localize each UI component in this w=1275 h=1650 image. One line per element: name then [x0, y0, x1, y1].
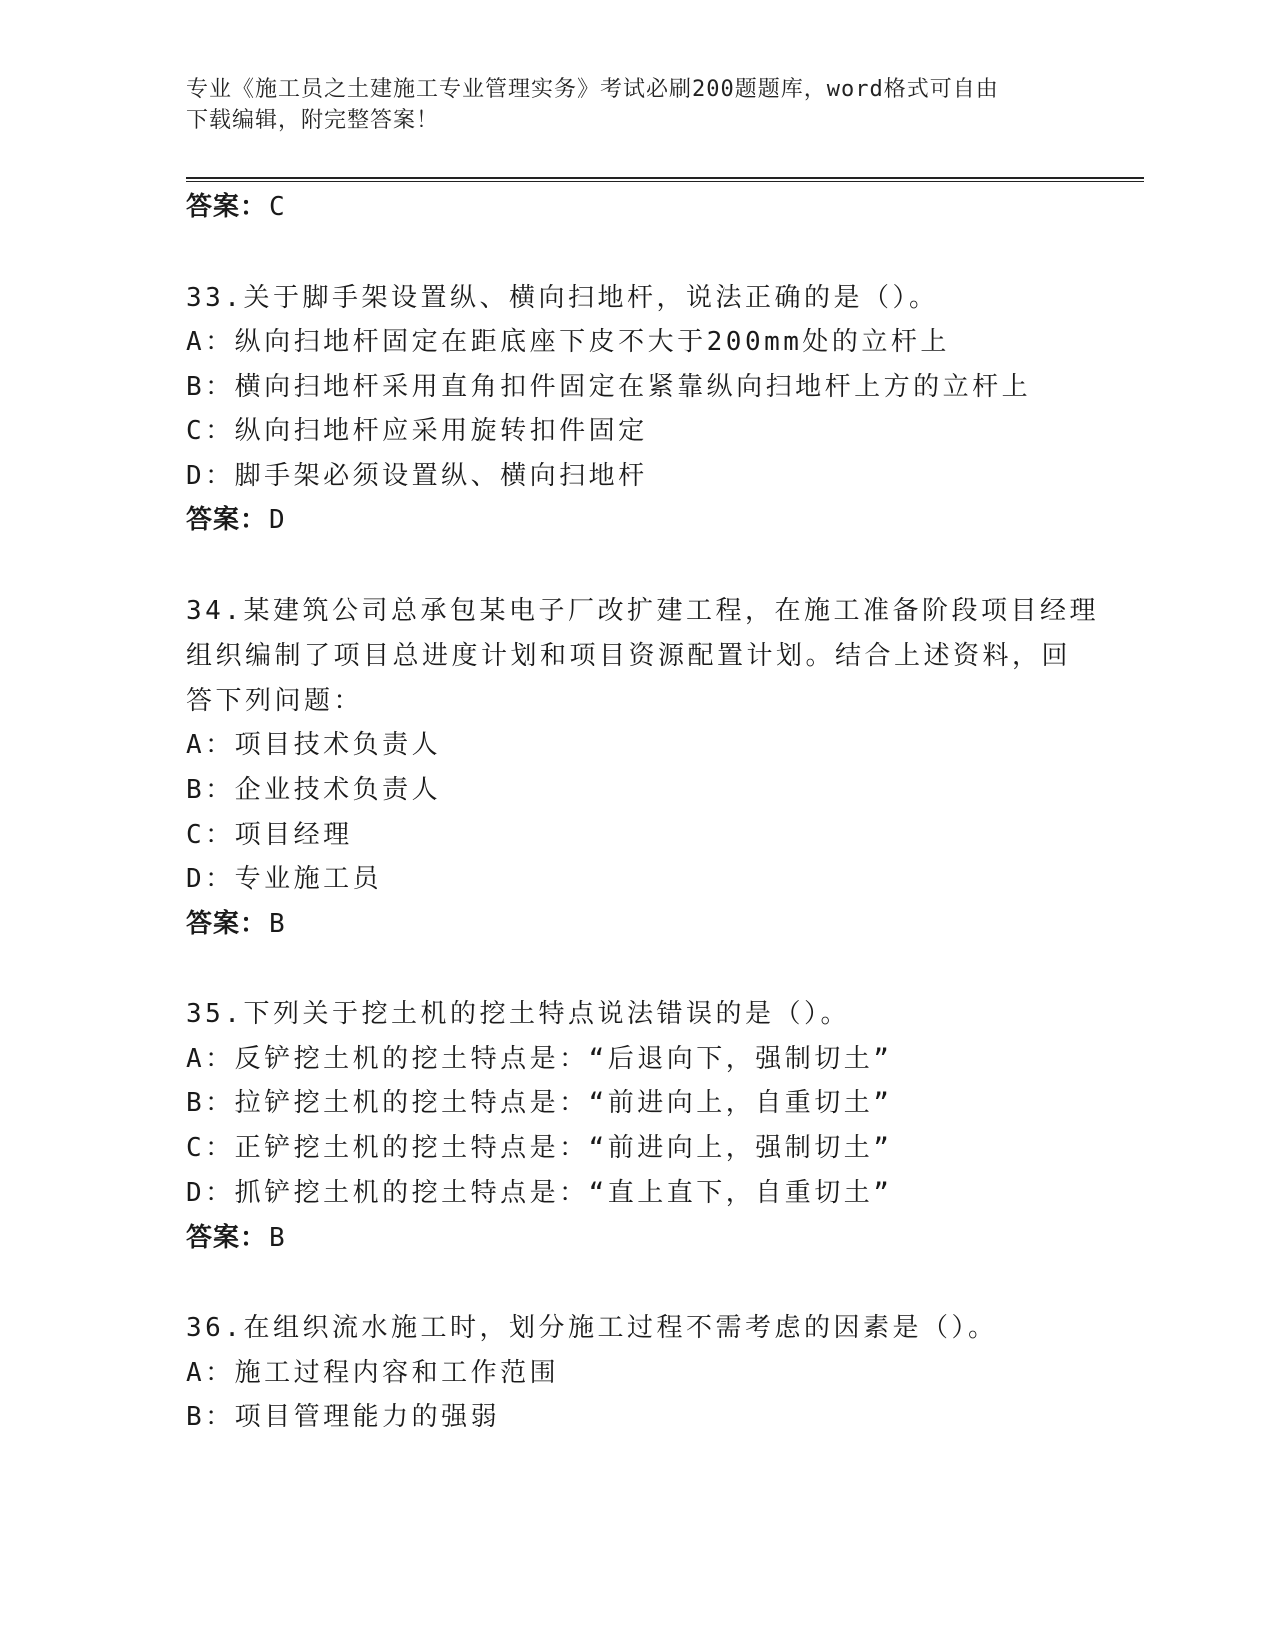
question-stem: 35.下列关于挖土机的挖土特点说法错误的是（）。: [186, 999, 850, 1029]
option-a: A：反铲挖土机的挖土特点是：“后退向下，强制切土”: [186, 1044, 893, 1074]
option-b: B：项目管理能力的强弱: [186, 1402, 501, 1432]
header-divider: [186, 177, 1144, 179]
option-d: D：专业施工员: [186, 864, 383, 894]
question-stem: 34.某建筑公司总承包某电子厂改扩建工程，在施工准备阶段项目经理: [186, 596, 1099, 626]
header-line: 专业《施工员之土建施工专业管理实务》考试必刷200题题库，word格式可自由: [186, 77, 999, 102]
question-stem: 组织编制了项目总进度计划和项目资源配置计划。结合上述资料，回: [186, 641, 1072, 671]
answer-value: C: [269, 192, 286, 222]
option-c: C：正铲挖土机的挖土特点是：“前进向上，强制切土”: [186, 1133, 893, 1163]
option-b: B：拉铲挖土机的挖土特点是：“前进向上，自重切土”: [186, 1088, 893, 1118]
option-c: C：纵向扫地杆应采用旋转扣件固定: [186, 416, 648, 446]
option-b: B：企业技术负责人: [186, 775, 442, 805]
answer-label: 答案：: [186, 1223, 268, 1253]
answer-line: [186, 1221, 286, 1255]
header-line: 下载编辑，附完整答案！: [186, 108, 440, 133]
page-header: [186, 74, 1086, 136]
option-d: D：抓铲挖土机的挖土特点是：“直上直下，自重切土”: [186, 1178, 893, 1208]
option-b: B：横向扫地杆采用直角扣件固定在紧靠纵向扫地杆上方的立杆上: [186, 372, 1032, 402]
option-a: A：施工过程内容和工作范围: [186, 1358, 560, 1388]
header-divider-thin: [186, 181, 1144, 182]
answer-label: 答案：: [186, 909, 268, 939]
question-stem: 36.在组织流水施工时，划分施工过程不需考虑的因素是（）。: [186, 1313, 998, 1343]
answer-line: [186, 907, 286, 941]
question-stem: 33.关于脚手架设置纵、横向扫地杆，说法正确的是（）。: [186, 283, 939, 313]
answer-line: [186, 190, 286, 224]
answer-label: 答案：: [186, 192, 268, 222]
option-c: C：项目经理: [186, 820, 353, 850]
option-a: A：纵向扫地杆固定在距底座下皮不大于200mm处的立杆上: [186, 327, 950, 357]
answer-line: [186, 503, 286, 537]
option-a: A：项目技术负责人: [186, 730, 442, 760]
answer-label: 答案：: [186, 505, 268, 535]
answer-value: B: [269, 1223, 286, 1253]
answer-value: D: [269, 505, 286, 535]
option-d: D：脚手架必须设置纵、横向扫地杆: [186, 461, 648, 491]
answer-value: B: [269, 909, 286, 939]
question-stem: 答下列问题：: [186, 686, 364, 716]
